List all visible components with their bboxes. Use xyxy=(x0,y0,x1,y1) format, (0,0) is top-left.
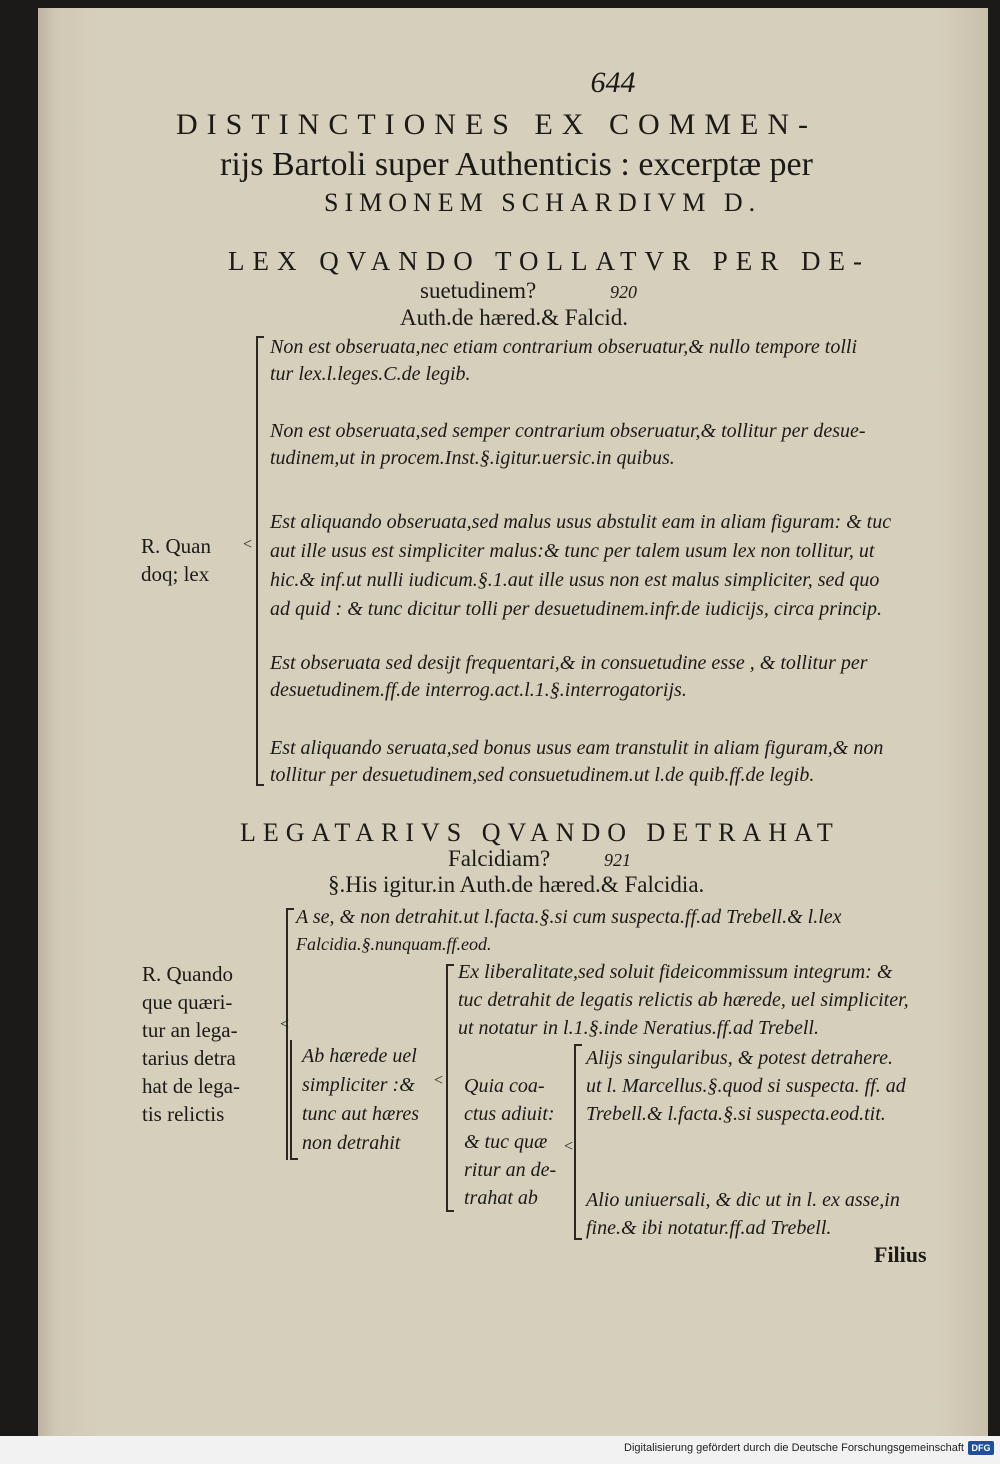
dfg-logo: DFG xyxy=(968,1441,994,1455)
footer-bar xyxy=(0,1436,1000,1464)
title-line-2: rijs Bartoli super Authenticis : excerptæ per xyxy=(220,146,813,183)
section2-label-line: tur an lega- xyxy=(142,1018,238,1042)
s1-item-3: Est aliquando obseruata,sed malus usus abstulit eam in aliam figuram: & tuc aut ille usus est simpliciter malus:& tunc per talem usum lex non tollitur, ut hic.& inf.ut nulli iudicum.§.1.aut ille usus non est malus simpliciter, sed quo ad quid : & tunc dicitur tolli per desuetudinem.infr.de iudicijs, circa princip. xyxy=(270,511,892,620)
alio-universali: Alio uniuersali, & dic ut in l. ex asse,in fine.& ibi notatur.ff.ad Trebell. xyxy=(586,1189,900,1239)
ex-liberalitate: Ex liberalitate,sed soluit fideicommissum integrum: & tuc detrahit de legatis relictis ab hærede, uel simpliciter, ut notatur in l.1.§.inde Neratius.ff.ad Trebell. xyxy=(458,961,909,1039)
inner-brace xyxy=(446,964,454,1212)
section2-label-line: hat de lega- xyxy=(142,1074,240,1098)
section1-heading-2: suetudinem? xyxy=(420,278,537,303)
section1-heading: LEX QVANDO TOLLATVR PER DE- xyxy=(228,246,871,276)
section1-label-line: doq; lex xyxy=(141,562,210,586)
section1-brace xyxy=(256,336,264,786)
section2-source: §.His igitur.in Auth.de hæred.& Falcidia. xyxy=(328,872,705,897)
section2-number: 921 xyxy=(604,850,631,870)
s1-item-5: Est aliquando seruata,sed bonus usus eam transtulit in aliam figuram,& non tollitur per desuetudinem,sed consuetudinem.ut l.de quib.ff.de legib. xyxy=(270,737,884,786)
section1-label-line: R. Quan xyxy=(141,534,211,558)
ab-haerede-brace xyxy=(290,1040,298,1160)
section2-heading-2: Falcidiam? xyxy=(448,846,551,871)
section2-label-line: tis relictis xyxy=(142,1102,225,1126)
s1-item-2: Non est obseruata,sed semper contrarium obseruatur,& tollitur per desue- tudinem,ut in procem.Inst.§.igitur.uersic.in quibus. xyxy=(270,420,866,469)
section2-label xyxy=(142,960,240,1128)
brace-point: < xyxy=(434,1072,444,1089)
footer-text: Digitalisierung gefördert durch die Deutsche Forschungsgemeinschaft xyxy=(624,1442,964,1454)
alijs-singularibus: Alijs singularibus, & potest detrahere. ut l. Marcellus.§.quod si suspecta. ff. ad Trebell.& l.facta.§.si suspecta.eod.tit. xyxy=(586,1047,906,1125)
brace-point: < xyxy=(564,1138,574,1155)
section1-number: 920 xyxy=(610,282,637,302)
innermost-brace xyxy=(574,1044,582,1240)
title-line-1: DISTINCTIONES EX COMMEN- xyxy=(176,108,817,141)
section1-source: Auth.de hæred.& Falcid. xyxy=(400,305,629,330)
s1-item-1: Non est obseruata,nec etiam contrarium obseruatur,& nullo tempore tolli tur lex.l.leges.C.de legib. xyxy=(270,336,858,385)
section2-heading: LEGATARIVS QVANDO DETRAHAT xyxy=(240,818,840,847)
brace-point: < xyxy=(280,1016,290,1033)
section1-label xyxy=(141,532,211,588)
ab-haerede: Ab hærede uel simpliciter :& tunc aut hæres non detrahit xyxy=(302,1045,420,1154)
section2-label-line: R. Quando xyxy=(142,962,233,986)
a-se: A se, & non detrahit.ut l.facta.§.si cum suspecta.ff.ad Trebell.& l.lex Falcidia.§.nunquam.ff.eod. xyxy=(296,906,842,954)
s1-item-4: Est obseruata sed desijt frequentari,& in consuetudine esse , & tollitur per desuetudinem.ff.de interrog.act.l.1.§.interrogatorijs. xyxy=(270,652,868,701)
title-line-3: SIMONEM SCHARDIVM D. xyxy=(324,188,762,217)
catchword: Filius xyxy=(874,1242,927,1267)
quia-coactus: Quia coa- ctus adiuit: & tuc quæ ritur an de- trahat ab xyxy=(464,1075,557,1209)
page-number: 644 xyxy=(590,66,636,99)
section2-label-line: tarius detra xyxy=(142,1046,236,1070)
brace-point: < xyxy=(243,536,253,553)
section2-label-line: que quæri- xyxy=(142,990,233,1014)
book-page xyxy=(38,8,988,1436)
